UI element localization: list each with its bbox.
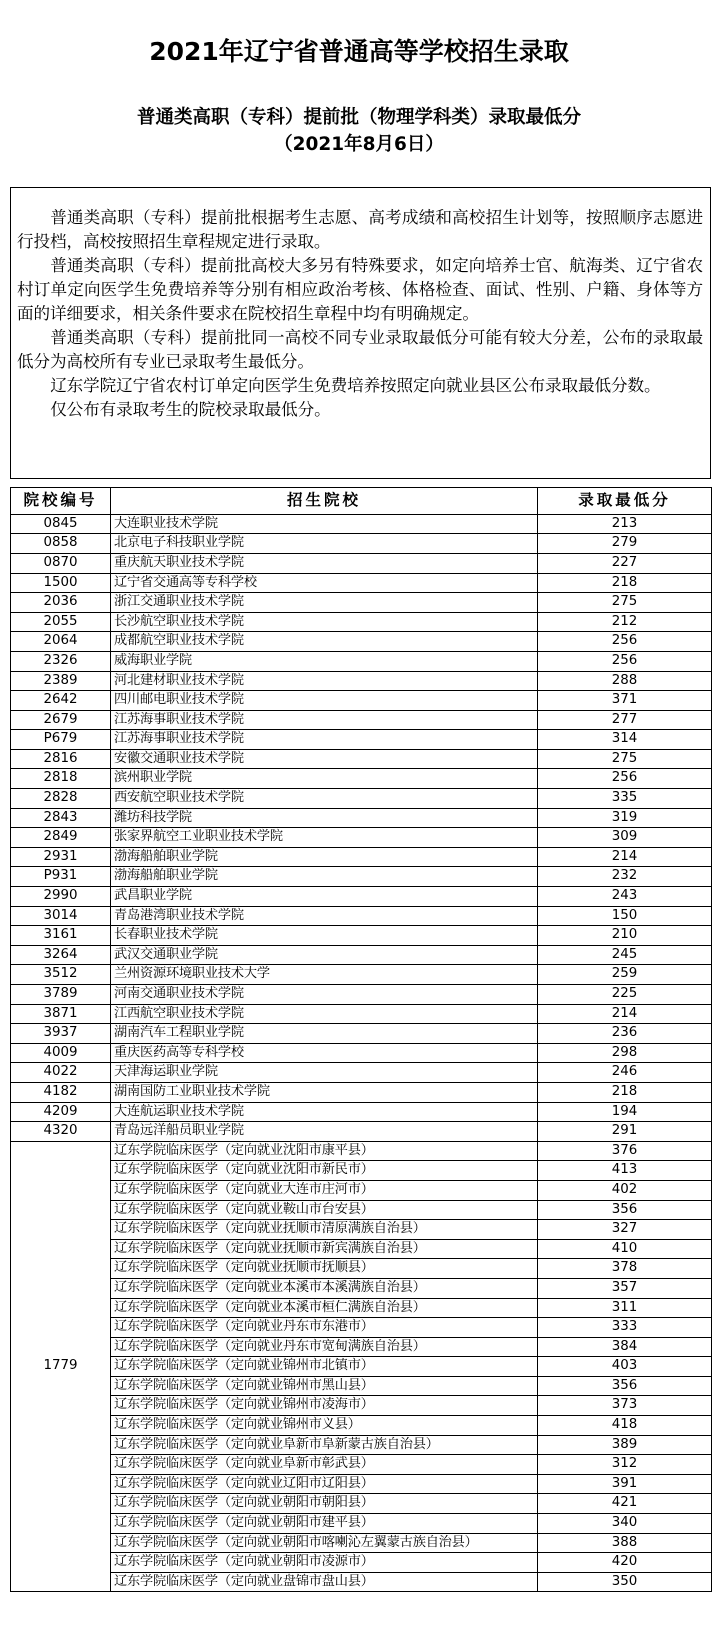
cell-school: 辽东学院临床医学（定向就业锦州市黑山县）: [111, 1376, 538, 1396]
cell-code: 3937: [11, 1024, 111, 1044]
table-row[interactable]: [11, 1494, 712, 1514]
cell-school: 滨州职业学院: [111, 769, 538, 789]
cell-score: 298: [538, 1043, 712, 1063]
table-row[interactable]: [11, 1337, 712, 1357]
cell-score: 256: [538, 769, 712, 789]
table-row[interactable]: [11, 847, 712, 867]
cell-score: 402: [538, 1180, 712, 1200]
cell-code: P931: [11, 867, 111, 887]
page-subtitle-line2: （2021年8月6日）: [274, 134, 444, 156]
cell-score: 319: [538, 808, 712, 828]
cell-score: 373: [538, 1396, 712, 1416]
cell-code: 4022: [11, 1063, 111, 1083]
cell-school: 辽东学院临床医学（定向就业鞍山市台安县）: [111, 1200, 538, 1220]
cell-score: 150: [538, 906, 712, 926]
table-row[interactable]: [11, 710, 712, 730]
cell-score: 314: [538, 730, 712, 750]
table-row[interactable]: [11, 808, 712, 828]
table-row[interactable]: [11, 730, 712, 750]
column-header-code: 院校编号: [11, 487, 111, 514]
cell-code: 3871: [11, 1004, 111, 1024]
table-row[interactable]: [11, 1318, 712, 1338]
cell-code: P679: [11, 730, 111, 750]
cell-score: 236: [538, 1024, 712, 1044]
cell-school: 河北建材职业技术学院: [111, 671, 538, 691]
table-row[interactable]: [11, 1024, 712, 1044]
cell-score: 371: [538, 691, 712, 711]
cell-school: 辽东学院临床医学（定向就业抚顺市抚顺县）: [111, 1259, 538, 1279]
cell-score: 243: [538, 887, 712, 907]
cell-code: 2389: [11, 671, 111, 691]
table-row[interactable]: [11, 926, 712, 946]
cell-school: 辽东学院临床医学（定向就业朝阳市喀喇沁左翼蒙古族自治县）: [111, 1533, 538, 1553]
table-row[interactable]: [11, 867, 712, 887]
cell-school: 辽东学院临床医学（定向就业盘锦市盘山县）: [111, 1572, 538, 1592]
cell-score: 384: [538, 1337, 712, 1357]
cell-school: 长春职业技术学院: [111, 926, 538, 946]
table-row[interactable]: [11, 671, 712, 691]
cell-school: 辽东学院临床医学（定向就业朝阳市建平县）: [111, 1514, 538, 1534]
cell-school: 辽东学院临床医学（定向就业阜新市阜新蒙古族自治县）: [111, 1435, 538, 1455]
table-row[interactable]: [11, 1357, 712, 1377]
table-row[interactable]: [11, 749, 712, 769]
table-row[interactable]: [11, 1102, 712, 1122]
table-row[interactable]: [11, 534, 712, 554]
cell-school: 重庆医药高等专科学校: [111, 1043, 538, 1063]
cell-code: 4009: [11, 1043, 111, 1063]
table-row[interactable]: [11, 691, 712, 711]
cell-code: 2326: [11, 651, 111, 671]
cell-code: 3789: [11, 985, 111, 1005]
table-row[interactable]: [11, 1082, 712, 1102]
cell-school: 江西航空职业技术学院: [111, 1004, 538, 1024]
cell-code: 0845: [11, 514, 111, 534]
cell-code: 4320: [11, 1122, 111, 1142]
table-row[interactable]: [11, 1239, 712, 1259]
cell-school: 渤海船舶职业学院: [111, 847, 538, 867]
cell-school: 湖南汽车工程职业学院: [111, 1024, 538, 1044]
cell-score: 218: [538, 573, 712, 593]
table-row[interactable]: [11, 1533, 712, 1553]
cell-school: 辽宁省交通高等专科学校: [111, 573, 538, 593]
page-subtitle-line1: 普通类高职（专科）提前批（物理学科类）录取最低分: [136, 107, 581, 129]
page-subtitle: [0, 83, 718, 159]
table-row[interactable]: [11, 906, 712, 926]
cell-code: 2064: [11, 632, 111, 652]
cell-school: 辽东学院临床医学（定向就业丹东市宽甸满族自治县）: [111, 1337, 538, 1357]
cell-school: 武汉交通职业学院: [111, 945, 538, 965]
cell-school: 辽东学院临床医学（定向就业锦州市义县）: [111, 1416, 538, 1436]
cell-school: 辽东学院临床医学（定向就业阜新市彰武县）: [111, 1455, 538, 1475]
cell-school: 辽东学院临床医学（定向就业丹东市东港市）: [111, 1318, 538, 1338]
cell-school: 青岛港湾职业技术学院: [111, 906, 538, 926]
table-row[interactable]: [11, 593, 712, 613]
cell-school: 浙江交通职业技术学院: [111, 593, 538, 613]
table-row[interactable]: [11, 789, 712, 809]
cell-school: 辽东学院临床医学（定向就业锦州市北镇市）: [111, 1357, 538, 1377]
cell-school: 青岛远洋船员职业学院: [111, 1122, 538, 1142]
cell-school: 安徽交通职业技术学院: [111, 749, 538, 769]
table-row[interactable]: [11, 1416, 712, 1436]
cell-score: 288: [538, 671, 712, 691]
table-header-row: [11, 487, 712, 514]
table-row[interactable]: [11, 1455, 712, 1475]
cell-school: 渤海船舶职业学院: [111, 867, 538, 887]
cell-score: 256: [538, 651, 712, 671]
cell-score: 403: [538, 1357, 712, 1377]
cell-school: 大连航运职业技术学院: [111, 1102, 538, 1122]
cell-code: 1500: [11, 573, 111, 593]
cell-code: 2642: [11, 691, 111, 711]
table-row[interactable]: [11, 1259, 712, 1279]
notice-paragraph: 普通类高职（专科）提前批同一高校不同专业录取最低分可能有较大分差，公布的录取最低分为高校所有专业已录取考生最低分。: [17, 327, 703, 372]
cell-code: 4209: [11, 1102, 111, 1122]
cell-score: 388: [538, 1533, 712, 1553]
cell-score: 335: [538, 789, 712, 809]
table-row[interactable]: [11, 965, 712, 985]
cell-code: 0870: [11, 553, 111, 573]
table-row[interactable]: [11, 1141, 712, 1161]
cell-score: 245: [538, 945, 712, 965]
page-title: 2021年辽宁省普通高等学校招生录取: [149, 36, 569, 66]
cell-code: 2036: [11, 593, 111, 613]
table-row[interactable]: [11, 1278, 712, 1298]
table-row[interactable]: [11, 945, 712, 965]
cell-score: 227: [538, 553, 712, 573]
cell-score: 259: [538, 965, 712, 985]
column-header-school: 招生院校: [111, 487, 538, 514]
table-row[interactable]: [11, 1063, 712, 1083]
table-row[interactable]: [11, 1396, 712, 1416]
cell-code: 2679: [11, 710, 111, 730]
notice-box: [10, 187, 711, 479]
cell-code: 2990: [11, 887, 111, 907]
notice-paragraph: 普通类高职（专科）提前批根据考生志愿、高考成绩和高校招生计划等，按照顺序志愿进行投档，高校按照招生章程规定进行录取。: [17, 207, 703, 251]
cell-school: 江苏海事职业技术学院: [111, 730, 538, 750]
table-row[interactable]: [11, 612, 712, 632]
cell-score: 279: [538, 534, 712, 554]
cell-score: 389: [538, 1435, 712, 1455]
cell-school: 辽东学院临床医学（定向就业沈阳市新民市）: [111, 1161, 538, 1181]
cell-score: 246: [538, 1063, 712, 1083]
table-row[interactable]: [11, 828, 712, 848]
document-page: [0, 17, 718, 1634]
cell-school: 西安航空职业技术学院: [111, 789, 538, 809]
table-row[interactable]: [11, 514, 712, 534]
cell-code: 2849: [11, 828, 111, 848]
cell-school: 威海职业学院: [111, 651, 538, 671]
cell-school: 辽东学院临床医学（定向就业沈阳市康平县）: [111, 1141, 538, 1161]
cell-score: 275: [538, 749, 712, 769]
cell-school: 江苏海事职业技术学院: [111, 710, 538, 730]
cell-school: 辽东学院临床医学（定向就业朝阳市凌源市）: [111, 1553, 538, 1573]
table-row[interactable]: [11, 1553, 712, 1573]
table-row[interactable]: [11, 632, 712, 652]
cell-code: 2816: [11, 749, 111, 769]
cell-score: 194: [538, 1102, 712, 1122]
table-row[interactable]: [11, 1180, 712, 1200]
cell-code: 4182: [11, 1082, 111, 1102]
table-body: [11, 514, 712, 1592]
cell-score: 340: [538, 1514, 712, 1534]
table-row[interactable]: [11, 1043, 712, 1063]
cell-code: 3014: [11, 906, 111, 926]
cell-school: 成都航空职业技术学院: [111, 632, 538, 652]
cell-code: 3512: [11, 965, 111, 985]
table-row[interactable]: [11, 573, 712, 593]
table-row[interactable]: [11, 985, 712, 1005]
table-row[interactable]: [11, 1200, 712, 1220]
column-header-score: 录取最低分: [538, 487, 712, 514]
cell-score: 256: [538, 632, 712, 652]
cell-school: 兰州资源环境职业技术大学: [111, 965, 538, 985]
cell-school: 湖南国防工业职业技术学院: [111, 1082, 538, 1102]
notice-content: [11, 188, 710, 422]
cell-score: 218: [538, 1082, 712, 1102]
table-row[interactable]: [11, 769, 712, 789]
cell-school: 潍坊科技学院: [111, 808, 538, 828]
cell-score: 275: [538, 593, 712, 613]
admission-score-table: [10, 487, 712, 1593]
table-row[interactable]: [11, 553, 712, 573]
cell-score: 210: [538, 926, 712, 946]
cell-score: 356: [538, 1200, 712, 1220]
cell-score: 291: [538, 1122, 712, 1142]
cell-school: 长沙航空职业技术学院: [111, 612, 538, 632]
cell-code: 0858: [11, 534, 111, 554]
cell-code: 3264: [11, 945, 111, 965]
cell-school: 辽东学院临床医学（定向就业锦州市凌海市）: [111, 1396, 538, 1416]
cell-score: 327: [538, 1220, 712, 1240]
cell-school: 辽东学院临床医学（定向就业本溪市本溪满族自治县）: [111, 1278, 538, 1298]
table-row[interactable]: [11, 887, 712, 907]
notice-paragraph: 辽东学院辽宁省农村订单定向医学生免费培养按照定向就业县区公布录取最低分数。: [50, 376, 661, 396]
cell-code: 2931: [11, 847, 111, 867]
cell-code: 3161: [11, 926, 111, 946]
cell-score: 232: [538, 867, 712, 887]
cell-score: 212: [538, 612, 712, 632]
table-row[interactable]: [11, 651, 712, 671]
cell-code: 2818: [11, 769, 111, 789]
cell-score: 356: [538, 1376, 712, 1396]
cell-school: 辽东学院临床医学（定向就业辽阳市辽阳县）: [111, 1474, 538, 1494]
cell-score: 350: [538, 1572, 712, 1592]
table-row[interactable]: [11, 1376, 712, 1396]
table-row[interactable]: [11, 1474, 712, 1494]
cell-school: 辽东学院临床医学（定向就业大连市庄河市）: [111, 1180, 538, 1200]
cell-score: 420: [538, 1553, 712, 1573]
cell-school: 辽东学院临床医学（定向就业本溪市桓仁满族自治县）: [111, 1298, 538, 1318]
cell-school: 重庆航天职业技术学院: [111, 553, 538, 573]
table-row[interactable]: [11, 1572, 712, 1592]
cell-score: 418: [538, 1416, 712, 1436]
cell-score: 213: [538, 514, 712, 534]
cell-school: 北京电子科技职业学院: [111, 534, 538, 554]
cell-code: 2055: [11, 612, 111, 632]
notice-paragraph: 普通类高职（专科）提前批高校大多另有特殊要求，如定向培养士官、航海类、辽宁省农村订单定向医学生免费培养等分别有相应政治考核、体格检查、面试、性别、户籍、身体等方面的详细要求，相关条件要求在院校招生章程中均有明确规定。: [17, 255, 703, 323]
cell-school: 张家界航空工业职业技术学院: [111, 828, 538, 848]
cell-school: 辽东学院临床医学（定向就业朝阳市朝阳县）: [111, 1494, 538, 1514]
cell-score: 214: [538, 1004, 712, 1024]
cell-score: 225: [538, 985, 712, 1005]
cell-code-grouped: 1779: [11, 1141, 111, 1592]
cell-code: 2828: [11, 789, 111, 809]
cell-score: 413: [538, 1161, 712, 1181]
table-row[interactable]: [11, 1298, 712, 1318]
table-header: [11, 487, 712, 514]
table-row[interactable]: [11, 1514, 712, 1534]
table-row[interactable]: [11, 1004, 712, 1024]
cell-score: 410: [538, 1239, 712, 1259]
cell-score: 312: [538, 1455, 712, 1475]
table-row[interactable]: [11, 1435, 712, 1455]
cell-score: 277: [538, 710, 712, 730]
cell-score: 309: [538, 828, 712, 848]
table-row[interactable]: [11, 1161, 712, 1181]
cell-school: 辽东学院临床医学（定向就业抚顺市清原满族自治县）: [111, 1220, 538, 1240]
table-row[interactable]: [11, 1220, 712, 1240]
cell-score: 333: [538, 1318, 712, 1338]
notice-paragraph: 仅公布有录取考生的院校录取最低分。: [50, 400, 331, 420]
cell-score: 421: [538, 1494, 712, 1514]
cell-school: 四川邮电职业技术学院: [111, 691, 538, 711]
cell-school: 天津海运职业学院: [111, 1063, 538, 1083]
cell-school: 武昌职业学院: [111, 887, 538, 907]
cell-score: 378: [538, 1259, 712, 1279]
cell-school: 辽东学院临床医学（定向就业抚顺市新宾满族自治县）: [111, 1239, 538, 1259]
cell-school: 大连职业技术学院: [111, 514, 538, 534]
cell-score: 357: [538, 1278, 712, 1298]
cell-score: 311: [538, 1298, 712, 1318]
table-row[interactable]: [11, 1122, 712, 1142]
cell-code: 2843: [11, 808, 111, 828]
cell-score: 391: [538, 1474, 712, 1494]
cell-school: 河南交通职业技术学院: [111, 985, 538, 1005]
cell-score: 214: [538, 847, 712, 867]
cell-score: 376: [538, 1141, 712, 1161]
